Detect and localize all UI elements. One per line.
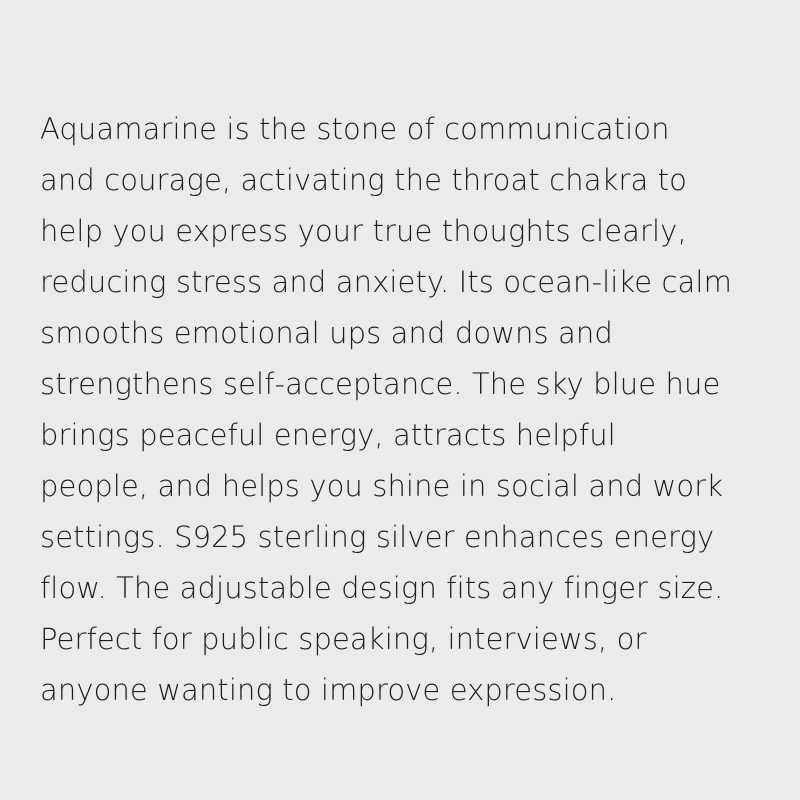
description-line: flow. The adjustable design fits any finger size. [40,571,724,605]
description-line: anyone wanting to improve expression. [40,673,617,707]
description-line: reducing stress and anxiety. Its ocean-like calm [40,265,732,299]
description-line: people, and helps you shine in social and work [40,469,724,503]
description-line: brings peaceful energy, attracts helpful [40,418,616,452]
description-line: strengthens self-acceptance. The sky blue hue [40,367,721,401]
description-line: smooths emotional ups and downs and [40,316,613,350]
description-line: Perfect for public speaking, interviews, or [40,622,647,656]
description-text [40,104,780,716]
description-line: settings. S925 sterling silver enhances energy [40,520,715,554]
description-line: help you express your true thoughts clearly, [40,214,687,248]
description-line: and courage, activating the throat chakra to [40,163,687,197]
description-line: Aquamarine is the stone of communication [40,112,670,146]
